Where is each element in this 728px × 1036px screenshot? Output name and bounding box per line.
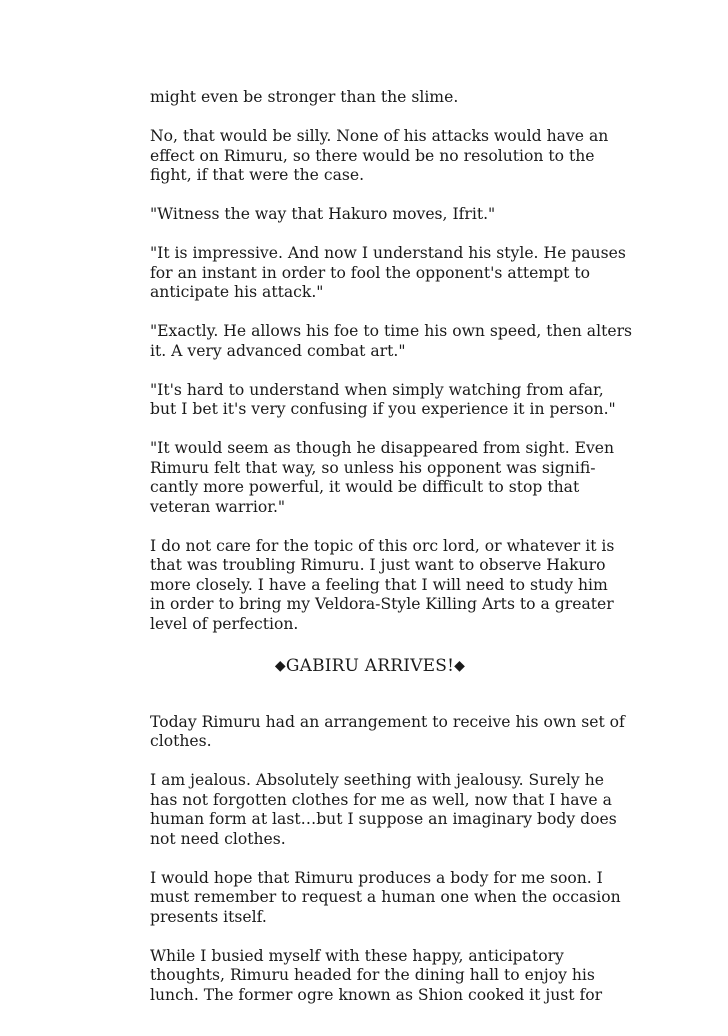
text-line: anticipate his attack." (150, 283, 324, 301)
text-line: veteran warrior." (150, 497, 286, 516)
text-line: has not forgotten clothes for me as well, now that I have a (150, 790, 612, 809)
paragraph (150, 88, 590, 108)
paragraph (150, 946, 603, 1006)
section-heading (150, 654, 590, 679)
paragraph (150, 536, 615, 635)
text-line: Rimuru felt that way, so unless his opponent was signifi- (150, 458, 596, 477)
text-section-before-heading (150, 88, 633, 634)
paragraph (150, 127, 609, 186)
text-line: Today Rimuru had an arrangement to receive his own set of (150, 712, 625, 731)
paragraph (150, 380, 616, 420)
text-line: level of perfection. (150, 614, 299, 633)
paragraph (150, 868, 621, 928)
text-line: human form at last…but I suppose an imaginary body does (150, 810, 617, 828)
text-line: not need clothes. (150, 829, 286, 848)
text-line: more closely. I have a feeling that I will need to study him (150, 575, 608, 594)
text-line: "It is impressive. And now I understand his style. He pauses (150, 244, 626, 262)
text-line: in order to bring my Veldora-Style Killing Arts to a greater (150, 595, 614, 613)
text-line: fight, if that were the case. (150, 166, 365, 184)
text-line: clothes. (150, 732, 212, 750)
text-line: "It would seem as though he disappeared from sight. Even (150, 439, 615, 457)
text-line: effect on Rimuru, so there would be no resolution to the (150, 146, 595, 165)
text-line: "It's hard to understand when simply watching from afar, (150, 380, 604, 399)
paragraph (150, 771, 617, 849)
diamond-right-icon: ◆ (454, 657, 466, 674)
text-line: presents itself. (150, 907, 267, 926)
text-line: No, that would be silly. None of his attacks would have an (150, 127, 609, 145)
text-line: lunch. The former ogre known as Shion cooked it just for (150, 985, 603, 1004)
paragraph (150, 205, 590, 225)
document-page (150, 88, 633, 1025)
section-heading-title: GABIRU ARRIVES! (285, 655, 455, 676)
text-line: that was troubling Rimuru. I just want to observe Hakuro (150, 556, 606, 574)
text-line: it. A very advanced combat art." (150, 341, 406, 360)
paragraph (150, 712, 625, 752)
text-section-after-heading (150, 712, 625, 1006)
paragraph (150, 244, 626, 303)
text-line: for an instant in order to fool the opponent's attempt to (150, 263, 591, 282)
text-line: I would hope that Rimuru produces a body for me soon. I (150, 868, 603, 887)
diamond-left-icon: ◆ (274, 657, 286, 674)
text-line: I am jealous. Absolutely seething with jealousy. Surely he (150, 771, 604, 789)
text-line: must remember to request a human one when the occasion (150, 888, 621, 906)
text-line: thoughts, Rimuru headed for the dining hall to enjoy his (150, 966, 595, 984)
text-line: "Witness the way that Hakuro moves, Ifrit." (150, 205, 496, 223)
text-line: but I bet it's very confusing if you experience it in person." (150, 400, 616, 418)
paragraph (150, 322, 633, 361)
text-line: "Exactly. He allows his foe to time his own speed, then alters (150, 322, 633, 340)
text-line: I do not care for the topic of this orc lord, or whatever it is (150, 536, 615, 555)
paragraph (150, 439, 615, 517)
text-line: While I busied myself with these happy, anticipatory (150, 946, 564, 965)
text-line: cantly more powerful, it would be difficult to stop that (150, 478, 580, 496)
text-line: might even be stronger than the slime. (150, 88, 459, 106)
